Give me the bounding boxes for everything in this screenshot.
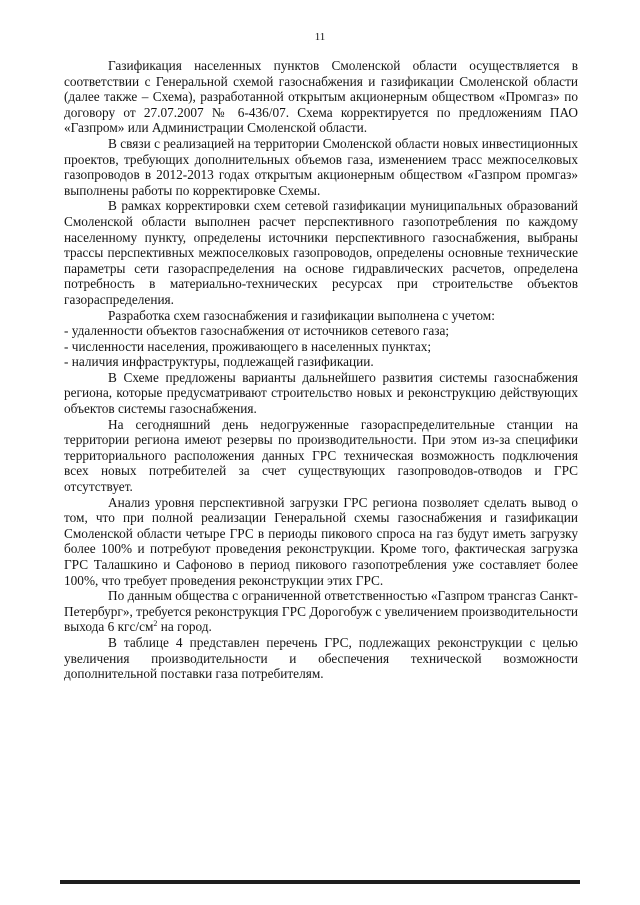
pressure-unit-superscript: 2 bbox=[153, 619, 158, 629]
paragraph-dorogobuzh-reconstruction bbox=[64, 588, 578, 635]
paragraph-scheme-correction: В связи с реализацией на территории Смоленской области новых инвестиционных проектов, требующих дополнительных объемов газа, изменением трасс межпоселковых газопроводов в 2012-2013 годах открытым акционерным обществом «Газпром промгаз» выполнены работы по корректировке Схемы. bbox=[64, 135, 578, 198]
paragraph-table-reference: В таблице 4 представлен перечень ГРС, подлежащих реконструкции с целью увеличения производительности и обеспечения технической возможности дополнительной поставки газа потребителям. bbox=[64, 634, 578, 682]
paragraph-load-analysis: Анализ уровня перспективной загрузки ГРС региона позволяет сделать вывод о том, что при полной реализации Генеральной схемы газоснабжения и газификации Смоленской области четыре ГРС в периоды пикового спроса на газ будут иметь загрузку более 100% и потребуют проведения реконструкции. Кроме того, фактическая загрузка ГРС Талашкино и Сафоново в период пикового газопотребления уже составляет более 100%, что требует проведения реконструкции этих ГРС. bbox=[64, 494, 578, 588]
bottom-divider bbox=[60, 880, 580, 884]
paragraph-development-basis: Разработка схем газоснабжения и газификации выполнена с учетом: bbox=[108, 307, 495, 323]
paragraph-gasification-intro: Газификация населенных пунктов Смоленской области осуществляется в соответствии с Генеральной схемой газоснабжения и газификации Смоленской области (далее также – Схема), разработанной открытым акционерным обществом «Промгаз» по договору от 27.07.2007 № 6-436/07. Схема корректируется по предложениям ПАО «Газпром» или Администрации Смоленской области. bbox=[64, 58, 578, 136]
document-body bbox=[64, 58, 578, 682]
list-item-infrastructure: - наличия инфраструктуры, подлежащей газификации. bbox=[64, 354, 374, 370]
list-item-population: - численности населения, проживающего в населенных пунктах; bbox=[64, 338, 432, 354]
pressure-text-after: на город. bbox=[157, 619, 212, 635]
paragraph-development-options: В Схеме предложены варианты дальнейшего развития системы газоснабжения региона, которые предусматривают строительство новых и реконструкцию действующих объектов системы газоснабжения. bbox=[64, 369, 578, 417]
paragraph-station-reserves: На сегодняшний день недогруженные газораспределительные станции на территории региона имеют резервы по производительности. При этом из-за специфики территориального расположения данных ГРС техническая возможность подключения всех новых потребителей за счет существующих газопроводов-отводов и ГРС отсутствует. bbox=[64, 416, 578, 495]
page-number: 11 bbox=[314, 31, 326, 43]
list-item-distance: - удаленности объектов газоснабжения от источников сетевого газа; bbox=[64, 323, 450, 339]
paragraph-municipal-calculation: В рамках корректировки схем сетевой газификации муниципальных образований Смоленской области выполнен расчет перспективного газопотребления по каждому населенному пункту, определены источники перспективного газоснабжения, выбраны трассы перспективных межпоселковых газопроводов, определены основные технические параметры сети газораспределения на основе гидравлических расчетов, определена потребность в материально-технических ресурсах при строительстве объектов газораспределения. bbox=[64, 198, 578, 307]
pressure-text-before: По данным общества с ограниченной ответственностью «Газпром трансгаз Санкт-Петербург», требуется реконструкция ГРС Дорогобуж с увеличением производительности выхода 6 кгс/см bbox=[64, 588, 578, 635]
